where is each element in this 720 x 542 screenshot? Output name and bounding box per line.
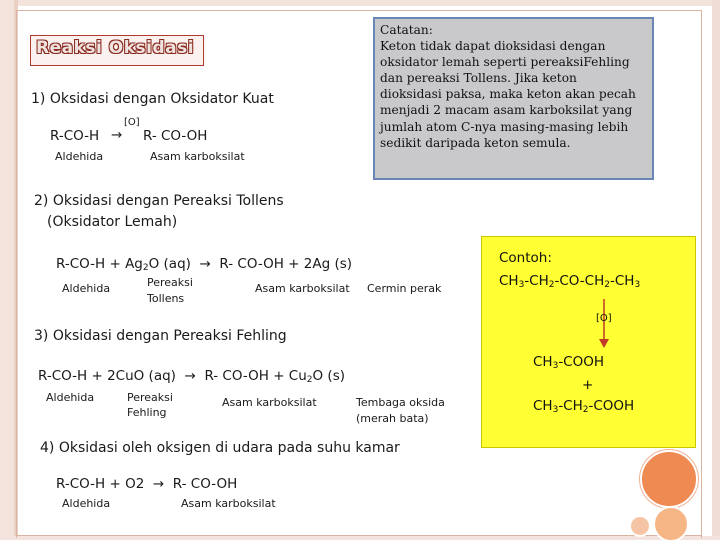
s3-reactant: R-CO-H (38, 368, 88, 384)
section4-heading: 4) Oksidasi oleh oksigen di udara pada suhu kamar (40, 440, 400, 456)
s2-product1: R- CO-OH (219, 256, 284, 272)
decor-circle-large (640, 450, 698, 508)
s4-label-acid: Asam karboksilat (181, 497, 276, 510)
example-arrow-down (594, 299, 614, 349)
note-line: menjadi 2 macam asam karboksilat yang (380, 103, 633, 118)
s2-reagent: $Ag_2O$ (aq) (125, 256, 191, 273)
example-box (481, 236, 696, 448)
s4-reactant: R-CO-H (56, 476, 106, 492)
s3-product2: $Cu_2O$ (s) (288, 368, 345, 385)
note-line: jumlah atom C-nya masing-masing lebih (380, 119, 629, 134)
decor-circle-small (629, 515, 651, 537)
section3-heading: 3) Oksidasi dengan Pereaksi Fehling (34, 328, 287, 344)
frame-inner-left (16, 10, 17, 538)
s2-equation (56, 256, 352, 273)
example-product1: $CH_3$-COOH (533, 354, 605, 371)
note-line: sedikit daripada keton semula. (380, 135, 571, 150)
s4-arrow: → (152, 476, 165, 492)
note-line: dioksidasi paksa, maka keton akan pecah (380, 87, 636, 102)
s3-plus2: + (273, 368, 285, 384)
frame-inner-right (701, 10, 702, 538)
s3-product1: R- CO-OH (204, 368, 269, 384)
s2-plus2: + (288, 256, 300, 272)
s3-label-acid: Asam karboksilat (222, 396, 317, 409)
s2-label-aldehyde: Aldehida (62, 282, 111, 295)
s3-label-aldehyde: Aldehida (46, 391, 95, 404)
note-line: Keton tidak dapat dioksidasi dengan (380, 39, 606, 54)
example-product2: $CH_3-CH_2$-COOH (533, 398, 635, 415)
section1-heading: 1) Oksidasi dengan Oksidator Kuat (31, 91, 274, 107)
frame-left (0, 0, 14, 540)
s2-label-acid: Asam karboksilat (255, 282, 350, 295)
s2-label-mirror: Cermin perak (367, 282, 442, 295)
s2-reactant: R-CO-H (56, 256, 106, 272)
s4-label-aldehyde: Aldehida (62, 497, 111, 510)
example-reactant: $CH_3-CH_2-CO-CH_2-CH_3$ (499, 273, 641, 290)
s1-label-acid: Asam karboksilat (150, 150, 245, 163)
note-line: Catatan: (380, 23, 433, 37)
frame-top (0, 0, 720, 6)
s2-arrow: → (199, 256, 211, 272)
s4-plus: + (109, 476, 121, 492)
s3-label-oxide-2: (merah bata) (356, 412, 429, 425)
s2-label-reagent-2: Tollens (147, 292, 185, 305)
s3-equation (38, 368, 345, 385)
section2-subheading: (Oksidator Lemah) (47, 214, 178, 230)
note-box (373, 17, 654, 180)
frame-bottom (0, 536, 720, 540)
frame-inner-top (16, 10, 702, 11)
s3-plus: + (91, 368, 103, 384)
s2-product2: 2Ag (s) (303, 256, 353, 272)
example-condition: [O] (596, 313, 612, 324)
note-line: oksidator lemah seperti pereaksiFehling (380, 55, 630, 70)
s1-product: R- CO-OH (143, 128, 208, 144)
frame-inner-bottom (16, 535, 702, 536)
s1-arrow: → (111, 127, 123, 143)
s2-plus: + (109, 256, 121, 272)
example-label: Contoh: (499, 250, 552, 266)
s3-reagent: 2CuO (aq) (107, 368, 176, 384)
note-line: dan pereaksi Tollens. Jika keton (380, 71, 577, 86)
s3-label-reagent-2: Fehling (127, 406, 167, 419)
s3-arrow: → (184, 368, 196, 384)
s3-label-oxide-1: Tembaga oksida (356, 396, 445, 409)
s1-condition: [O] (124, 117, 140, 128)
s1-reactant: R-CO-H (50, 128, 100, 144)
decor-circle-medium (653, 506, 689, 542)
frame-right (712, 0, 720, 540)
s1-label-aldehyde: Aldehida (55, 150, 104, 163)
slide-title: Reaksi Oksidasi (36, 38, 195, 58)
s2-label-reagent-1: Pereaksi (147, 276, 193, 289)
example-plus: + (582, 377, 594, 393)
s4-reagent: O2 (125, 476, 145, 492)
section2-heading: 2) Oksidasi dengan Pereaksi Tollens (34, 193, 284, 209)
s4-equation (56, 476, 237, 492)
s4-product: R- CO-OH (172, 476, 238, 492)
s3-label-reagent-1: Pereaksi (127, 391, 173, 404)
